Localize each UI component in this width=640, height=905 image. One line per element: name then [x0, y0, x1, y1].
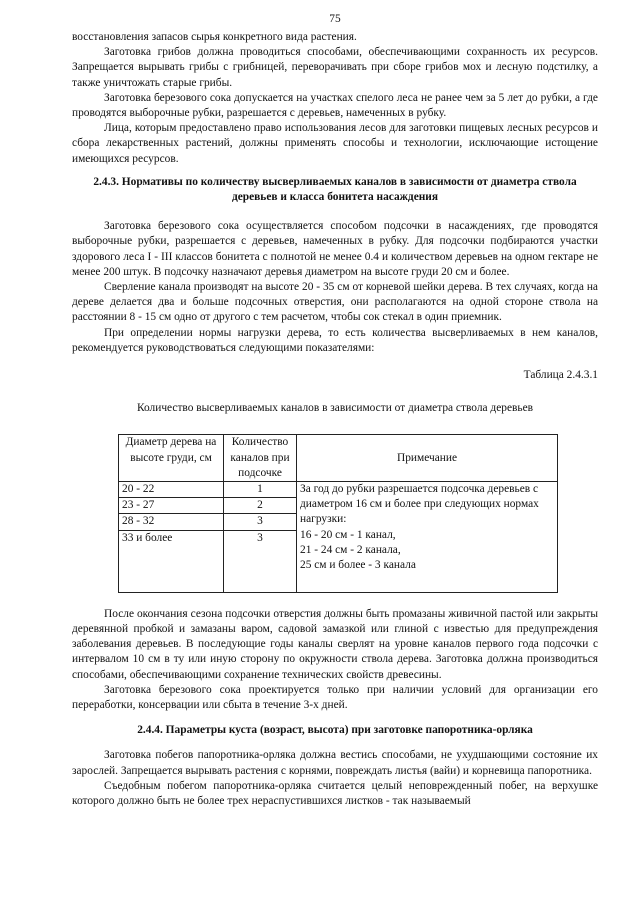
cell-diameter: 23 - 27: [119, 498, 224, 514]
note-line: За год до рубки разрешается подсочка деревьев с диаметром 16 см и более при следующих нормах нагрузки:: [300, 483, 539, 526]
paragraph: Заготовка березового сока допускается на участках спелого леса не ранее чем за 5 лет до рубки, а где проводятся выборочные рубки, разрешается с деревьев, намеченных в рубку.: [72, 91, 598, 120]
document-page: [72, 12, 598, 809]
page-number: 75: [329, 13, 341, 25]
paragraph: Лица, которым предоставлено право использования лесов для заготовки пищевых лесных ресурсов и сбора лекарственных растений, должны применять способы и технологии, исключающие истощение имеющихся ресурсов.: [72, 122, 598, 165]
paragraph: восстановления запасов сырья конкретного вида растения.: [72, 31, 357, 43]
paragraph: Сверление канала производят на высоте 20 - 35 см от корневой шейки дерева. В тех случаях, когда на дереве делается два и больше подсочных отверстия, они располагаются на одной стороне ствола на расстоянии 8 - 15 см одно от другого с тем расчетом, чтобы сок стекал в один приемник.: [72, 281, 598, 324]
header-note: Примечание: [297, 435, 558, 482]
note-line: 25 см и более - 3 канала: [300, 559, 416, 572]
paragraph: Заготовка березового сока проектируется только при наличии условий для организации его переработки, консервации или сбыта в течение 3-х дней.: [72, 683, 598, 711]
paragraph: Съедобным побегом папоротника-орляка считается целый неповрежденный побег, на верхушке которого должно быть не более трех нераспустившихся листков - так называемый: [72, 779, 598, 807]
section-heading-2-4-3: 2.4.3. Нормативы по количеству высверливаемых каналов в зависимости от диаметра ствола деревьев и класса бонитета насаждения: [93, 175, 577, 204]
header-diameter: Диаметр дерева на высоте груди, см: [119, 435, 224, 482]
cell-note: [297, 482, 558, 593]
channels-table: [118, 434, 558, 592]
header-channels: Количество каналов при подсочке: [224, 435, 297, 482]
table-number: Таблица 2.4.3.1: [523, 369, 598, 382]
paragraph: Заготовка грибов должна проводиться способами, обеспечивающими сохранность их ресурсов. Запрещается вырывать грибы с грибницей, переворачивать при сборе грибов мох и лесную подстилку, а также уничтожать старые грибы.: [72, 46, 598, 89]
cell-channels: 3: [224, 530, 297, 592]
paragraph: Заготовка березового сока осуществляется способом подсочки в насаждениях, где проводятся выборочные рубки, разрешается с деревьев, намеченных в рубку. Для подсочки подбираются участки здорового леса I - III классов бонитета с полнотой не менее 0.4 и количеством деревьев на одном гектаре не менее 200 штук. В подсочку назначают деревья диаметром на высоте груди 20 см и более.: [72, 220, 598, 278]
cell-channels: 3: [224, 514, 297, 530]
cell-diameter: 28 - 32: [119, 514, 224, 530]
cell-channels: 1: [224, 482, 297, 498]
paragraph: После окончания сезона подсочки отверстия должны быть промазаны живичной пастой или закрыты деревянной пробкой и замазаны варом, садовой замазкой или глиной с известью для предупреждения заболевания деревьев. В последующие годы каналы сверлят на уровне каналов первого года подсочки с интервалом 10 см в ту или иную сторону по окружности ствола дерева. Заготовка должна производиться способами, обеспечивающими сохранение технических свойств древесины.: [72, 607, 598, 681]
table-caption: Количество высверливаемых каналов в зависимости от диаметра ствола деревьев: [136, 402, 534, 415]
cell-diameter: 20 - 22: [119, 482, 224, 498]
table-row: [119, 482, 558, 498]
cell-diameter: 33 и более: [119, 530, 224, 592]
table-header-row: [119, 435, 558, 482]
note-line: 16 - 20 см - 1 канал,: [300, 528, 396, 541]
paragraph: Заготовка побегов папоротника-орляка должна вестись способами, не ухудшающими состояние их зарослей. Запрещается вырывать растения с корнями, повреждать листья (вайи) и корневища папоротника.: [72, 749, 598, 777]
section-heading-2-4-4: 2.4.4. Параметры куста (возраст, высота) при заготовке папоротника-орляка: [137, 724, 533, 737]
paragraph: При определении нормы нагрузки дерева, то есть количества высверливаемых в нем каналов, рекомендуется руководствоваться следующими показателями:: [72, 326, 598, 354]
note-line: 21 - 24 см - 2 канала,: [300, 543, 401, 556]
cell-channels: 2: [224, 498, 297, 514]
